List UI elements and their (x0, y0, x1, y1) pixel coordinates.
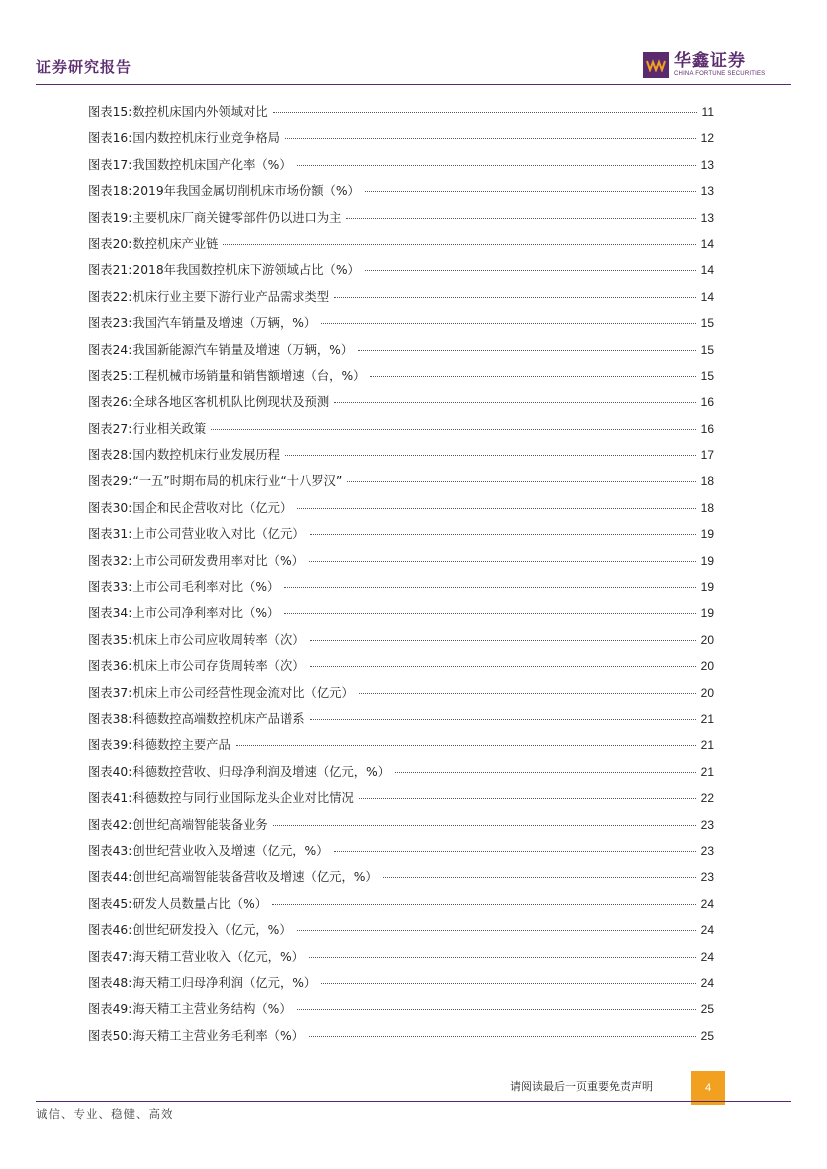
toc-entry-title: 研发人员数量占比（%） (132, 896, 268, 911)
toc-entry-page: 12 (700, 131, 714, 146)
toc-entry-title: 工程机械市场销量和销售额增速（台，%） (132, 368, 366, 383)
toc-entry-label: 图表42: (88, 817, 133, 832)
toc-entry-page: 18 (700, 474, 714, 489)
toc-entry-label: 图表50: (88, 1028, 133, 1043)
toc-entry[interactable] (88, 444, 714, 470)
toc-entry[interactable] (88, 893, 714, 919)
toc-entry-page: 23 (700, 817, 714, 832)
toc-entry[interactable] (88, 814, 714, 840)
toc-entry[interactable] (88, 180, 714, 206)
toc-entry-title: 科德数控高端数控机床产品谱系 (132, 711, 305, 726)
company-logo (643, 52, 765, 78)
toc-entry-page: 19 (700, 580, 714, 595)
toc-entry-label: 图表31: (88, 527, 133, 542)
toc-leader-dots (310, 640, 696, 641)
toc-leader-dots (236, 745, 696, 746)
toc-entry-title: 上市公司营业收入对比（亿元） (132, 527, 305, 542)
toc-leader-dots (321, 983, 695, 984)
toc-entry-page: 19 (700, 553, 714, 568)
toc-entry[interactable] (88, 761, 714, 787)
toc-entry-page: 13 (700, 184, 714, 199)
toc-entry-page: 14 (700, 236, 714, 251)
toc-entry-title: 海天精工归母净利润（亿元，%） (132, 975, 317, 990)
toc-entry-label: 图表46: (88, 923, 133, 938)
toc-leader-dots (347, 481, 695, 482)
toc-entry-label: 图表32: (88, 553, 133, 568)
toc-entry-label: 图表34: (88, 606, 133, 621)
logo-english-name: CHINA FORTUNE SECURITIES (674, 71, 766, 77)
toc-leader-dots (273, 825, 696, 826)
toc-entry-page: 15 (700, 316, 714, 331)
toc-entry-label: 图表29: (88, 474, 133, 489)
toc-leader-dots (321, 323, 695, 324)
toc-entry[interactable] (88, 998, 714, 1024)
toc-entry-title: 数控机床国内外领域对比 (132, 105, 268, 119)
toc-entry[interactable] (88, 972, 714, 998)
toc-entry[interactable] (88, 391, 714, 417)
toc-entry-title: 上市公司研发费用率对比（%） (132, 553, 304, 568)
toc-entry-title: 科德数控营收、归母净利润及增速（亿元，%） (132, 764, 391, 779)
toc-entry[interactable] (88, 866, 714, 892)
toc-entry-title: “一五”时期布局的机床行业“十八罗汉” (132, 474, 343, 489)
toc-entry-page: 20 (700, 685, 714, 700)
toc-entry[interactable] (88, 233, 714, 259)
disclaimer-notice: 请阅读最后一页重要免责声明 (510, 1080, 653, 1093)
toc-entry-page: 17 (700, 448, 714, 463)
toc-entry-title: 2018年我国数控机床下游领域占比（%） (132, 263, 360, 278)
toc-entry-label: 图表15: (88, 105, 133, 119)
toc-leader-dots (309, 561, 696, 562)
toc-entry[interactable] (88, 523, 714, 549)
toc-leader-dots (310, 534, 696, 535)
toc-entry-label: 图表20: (88, 236, 133, 251)
toc-leader-dots (273, 112, 697, 113)
toc-entry-label: 图表35: (88, 632, 133, 647)
toc-entry-label: 图表21: (88, 263, 133, 278)
toc-entry-title: 上市公司毛利率对比（%） (132, 580, 280, 595)
toc-entry-label: 图表41: (88, 791, 133, 806)
toc-entry-title: 创世纪高端智能装备业务 (132, 817, 268, 832)
toc-entry-page: 16 (700, 395, 714, 410)
toc-entry-page: 23 (700, 870, 714, 885)
toc-entry-title: 机床上市公司经营性现金流对比（亿元） (132, 685, 354, 700)
report-type-title: 证券研究报告 (36, 58, 133, 76)
toc-entry-label: 图表45: (88, 896, 133, 911)
toc-entry-page: 24 (700, 923, 714, 938)
toc-entry-label: 图表39: (88, 738, 133, 753)
toc-leader-dots (346, 218, 695, 219)
toc-entry-page: 21 (700, 764, 714, 779)
toc-entry-title: 创世纪高端智能装备营收及增速（亿元，%） (132, 870, 378, 885)
toc-entry-page: 22 (700, 791, 714, 806)
toc-entry-label: 图表27: (88, 421, 133, 436)
toc-entry-page: 21 (700, 738, 714, 753)
toc-entry-label: 图表37: (88, 685, 133, 700)
toc-entry[interactable] (88, 946, 714, 972)
toc-leader-dots (358, 350, 696, 351)
toc-entry[interactable] (88, 840, 714, 866)
toc-leader-dots (284, 613, 695, 614)
toc-entry[interactable] (88, 550, 714, 576)
toc-entry[interactable] (88, 682, 714, 708)
toc-entry-label: 图表24: (88, 342, 133, 357)
toc-entry-title: 海天精工营业收入（亿元，%） (132, 949, 304, 964)
toc-entry-title: 科德数控主要产品 (132, 738, 231, 753)
toc-entry-label: 图表44: (88, 870, 133, 885)
toc-entry-page: 19 (700, 606, 714, 621)
header-divider (36, 84, 791, 85)
toc-entry-label: 图表38: (88, 711, 133, 726)
toc-leader-dots (272, 904, 696, 905)
toc-entry-page: 24 (700, 896, 714, 911)
toc-entry[interactable] (88, 365, 714, 391)
figure-index-list (88, 101, 714, 1051)
toc-entry-title: 海天精工主营业务结构（%） (132, 1002, 292, 1017)
toc-entry[interactable] (88, 127, 714, 153)
toc-leader-dots (383, 877, 696, 878)
toc-entry-page: 19 (700, 527, 714, 542)
toc-leader-dots (223, 244, 695, 245)
toc-entry[interactable] (88, 339, 714, 365)
toc-leader-dots (359, 798, 696, 799)
toc-entry-title: 国内数控机床行业竞争格局 (132, 131, 280, 146)
toc-leader-dots (395, 772, 696, 773)
toc-leader-dots (309, 1036, 696, 1037)
toc-entry-page: 15 (700, 368, 714, 383)
toc-entry-label: 图表16: (88, 131, 133, 146)
toc-entry-title: 机床行业主要下游行业产品需求类型 (132, 289, 330, 304)
toc-entry[interactable] (88, 655, 714, 681)
toc-entry-label: 图表48: (88, 975, 133, 990)
toc-entry-label: 图表30: (88, 500, 133, 515)
toc-entry-page: 16 (700, 421, 714, 436)
company-motto: 诚信、专业、稳健、高效 (36, 1107, 174, 1121)
page-number-badge: 4 (691, 1071, 725, 1105)
toc-entry-page: 23 (700, 843, 714, 858)
toc-entry[interactable] (88, 497, 714, 523)
toc-entry-label: 图表17: (88, 157, 133, 172)
toc-entry-label: 图表40: (88, 764, 133, 779)
toc-entry[interactable] (88, 602, 714, 628)
toc-entry-title: 数控机床产业链 (132, 236, 219, 251)
toc-entry-page: 13 (700, 210, 714, 225)
toc-entry-label: 图表23: (88, 316, 133, 331)
toc-leader-dots (285, 455, 696, 456)
logo-chinese-name: 华鑫证券 (674, 51, 746, 71)
toc-entry-label: 图表49: (88, 1002, 133, 1017)
toc-entry[interactable] (88, 576, 714, 602)
toc-leader-dots (297, 1009, 696, 1010)
toc-entry-title: 海天精工主营业务毛利率（%） (132, 1028, 304, 1043)
toc-leader-dots (297, 165, 696, 166)
toc-entry-label: 图表18: (88, 184, 133, 199)
toc-entry-page: 14 (700, 289, 714, 304)
toc-entry[interactable] (88, 101, 714, 127)
toc-entry-page: 24 (700, 975, 714, 990)
toc-entry-label: 图表43: (88, 843, 133, 858)
toc-leader-dots (334, 402, 695, 403)
toc-entry-title: 全球各地区客机机队比例现状及预测 (132, 395, 330, 410)
toc-entry-page: 25 (700, 1028, 714, 1043)
toc-entry-title: 行业相关政策 (132, 421, 207, 436)
toc-entry-page: 24 (700, 949, 714, 964)
toc-leader-dots (365, 270, 696, 271)
toc-entry[interactable] (88, 312, 714, 338)
toc-entry[interactable] (88, 787, 714, 813)
toc-leader-dots (359, 693, 696, 694)
toc-entry[interactable] (88, 919, 714, 945)
toc-entry[interactable] (88, 259, 714, 285)
toc-entry-title: 我国数控机床国产化率（%） (132, 157, 292, 172)
toc-entry-label: 图表28: (88, 448, 133, 463)
toc-entry[interactable] (88, 734, 714, 760)
toc-entry-title: 科德数控与同行业国际龙头企业对比情况 (132, 791, 354, 806)
toc-entry-title: 上市公司净利率对比（%） (132, 606, 280, 621)
toc-entry-label: 图表33: (88, 580, 133, 595)
toc-entry[interactable] (88, 418, 714, 444)
toc-entry-title: 国企和民企营收对比（亿元） (132, 500, 293, 515)
toc-entry[interactable] (88, 708, 714, 734)
toc-leader-dots (334, 851, 696, 852)
toc-leader-dots (284, 587, 695, 588)
toc-entry[interactable] (88, 207, 714, 233)
toc-leader-dots (285, 138, 696, 139)
toc-entry-title: 2019年我国金属切削机床市场份额（%） (132, 184, 360, 199)
toc-entry-page: 11 (701, 105, 714, 119)
toc-entry-page: 25 (700, 1002, 714, 1017)
toc-entry-label: 图表22: (88, 289, 133, 304)
toc-entry[interactable] (88, 629, 714, 655)
toc-leader-dots (334, 297, 695, 298)
toc-entry-title: 国内数控机床行业发展历程 (132, 448, 280, 463)
toc-entry-title: 主要机床厂商关键零部件仍以进口为主 (132, 210, 342, 225)
toc-entry-page: 14 (700, 263, 714, 278)
toc-entry-page: 15 (700, 342, 714, 357)
toc-entry[interactable] (88, 286, 714, 312)
toc-entry[interactable] (88, 154, 714, 180)
toc-entry-label: 图表36: (88, 659, 133, 674)
toc-leader-dots (211, 429, 695, 430)
toc-entry-label: 图表19: (88, 210, 133, 225)
toc-entry-label: 图表26: (88, 395, 133, 410)
toc-entry-page: 21 (700, 711, 714, 726)
toc-entry[interactable] (88, 1025, 714, 1051)
toc-entry-title: 创世纪研发投入（亿元，%） (132, 923, 292, 938)
toc-leader-dots (297, 930, 696, 931)
toc-entry-page: 20 (700, 659, 714, 674)
toc-entry[interactable] (88, 470, 714, 496)
toc-entry-title: 创世纪营业收入及增速（亿元，%） (132, 843, 329, 858)
toc-leader-dots (365, 191, 696, 192)
toc-leader-dots (297, 508, 695, 509)
toc-entry-label: 图表25: (88, 368, 133, 383)
toc-entry-title: 机床上市公司应收周转率（次） (132, 632, 305, 647)
toc-entry-page: 18 (700, 500, 714, 515)
toc-leader-dots (310, 719, 696, 720)
toc-entry-label: 图表47: (88, 949, 133, 964)
toc-leader-dots (309, 957, 696, 958)
toc-entry-page: 20 (700, 632, 714, 647)
toc-entry-title: 我国新能源汽车销量及增速（万辆，%） (132, 342, 354, 357)
logo-mark-icon (643, 52, 669, 78)
toc-leader-dots (370, 376, 695, 377)
toc-leader-dots (310, 666, 696, 667)
toc-entry-page: 13 (700, 157, 714, 172)
footer-divider (36, 1101, 791, 1102)
toc-entry-title: 机床上市公司存货周转率（次） (132, 659, 305, 674)
toc-entry-title: 我国汽车销量及增速（万辆，%） (132, 316, 317, 331)
